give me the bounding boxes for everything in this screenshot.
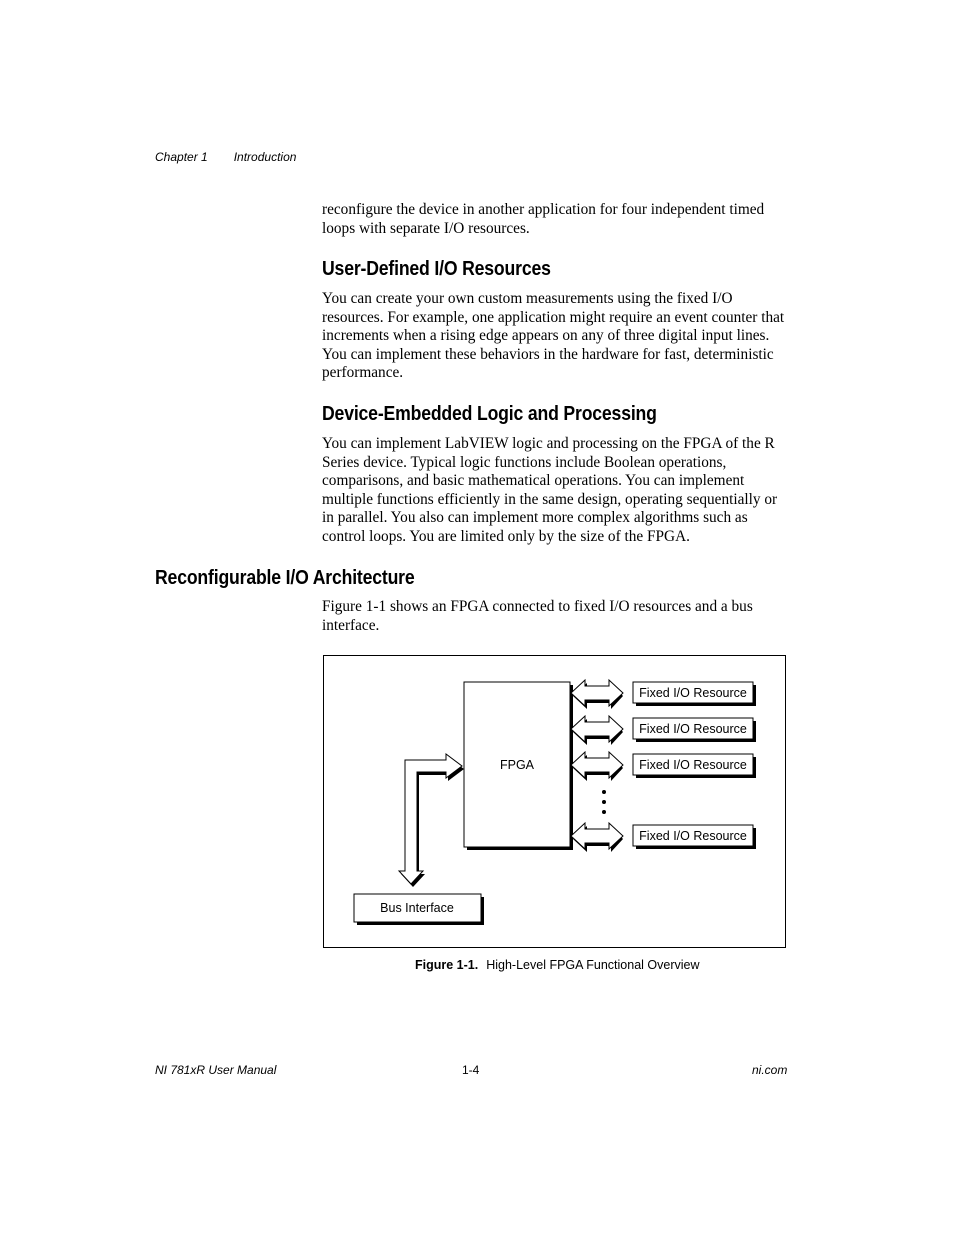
footer-manual-title: NI 781xR User Manual — [155, 1063, 277, 1077]
heading-reconfigurable-io: Reconfigurable I/O Architecture — [155, 566, 415, 589]
io-arrow-3 — [571, 752, 623, 781]
ellipsis-dots — [602, 790, 606, 814]
intro-paragraph: reconfigure the device in another application for four independent timed loops with separate I/O resources. — [322, 201, 765, 237]
fixed-io-resource-label: Fixed I/O Resource — [639, 722, 747, 736]
figure-caption-text: High-Level FPGA Functional Overview — [486, 958, 700, 972]
chapter-title: Introduction — [233, 150, 297, 164]
fixed-io-resource-3 — [633, 754, 756, 778]
fpga-label: FPGA — [499, 758, 535, 772]
paragraph-user-defined-io: You can create your own custom measurements using the fixed I/O resources. For example, one application might require an event counter that increments when a rising edge appears on any of three digital input lines. You can implement these behaviors in the hardware for fast, deterministic performance. — [322, 290, 785, 382]
fixed-io-resource-label: Fixed I/O Resource — [639, 686, 747, 700]
fixed-io-resource-1 — [633, 682, 756, 706]
footer-page-number: 1-4 — [462, 1063, 480, 1077]
figure-caption-label: Figure 1-1. — [415, 958, 479, 972]
io-arrow-2 — [571, 716, 623, 745]
fpga-diagram — [324, 656, 785, 947]
paragraph-device-embedded-logic: You can implement LabVIEW logic and processing on the FPGA of the R Series device. Typical logic functions include Boolean operations, comparisons, and basic mathematical operations. You can implement multiple functions efficiently in the same design, operating sequentially or in parallel. You also can implement more complex algorithms such as control loops. You are limited only by the size of the FPGA. — [322, 435, 778, 545]
fixed-io-resource-2 — [633, 718, 756, 742]
fixed-io-resource-4 — [633, 825, 756, 849]
heading-device-embedded-logic: Device-Embedded Logic and Processing — [322, 402, 657, 425]
bus-interface-block — [354, 894, 484, 925]
bus-interface-label: Bus Interface — [380, 901, 454, 915]
fixed-io-resource-label: Fixed I/O Resource — [639, 758, 747, 772]
bus-arrow — [399, 754, 464, 887]
io-arrow-1 — [571, 680, 623, 709]
figure-fpga-overview — [323, 655, 786, 948]
figure-caption — [415, 958, 700, 972]
fixed-io-resource-label: Fixed I/O Resource — [639, 829, 747, 843]
paragraph-reconfigurable-io: Figure 1-1 shows an FPGA connected to fixed I/O resources and a bus interface. — [322, 598, 753, 634]
footer-website: ni.com — [752, 1063, 788, 1077]
fpga-block — [464, 682, 573, 850]
running-header — [155, 150, 296, 164]
chapter-label: Chapter 1 — [155, 150, 208, 164]
io-arrow-4 — [571, 823, 623, 852]
heading-user-defined-io: User-Defined I/O Resources — [322, 257, 551, 280]
